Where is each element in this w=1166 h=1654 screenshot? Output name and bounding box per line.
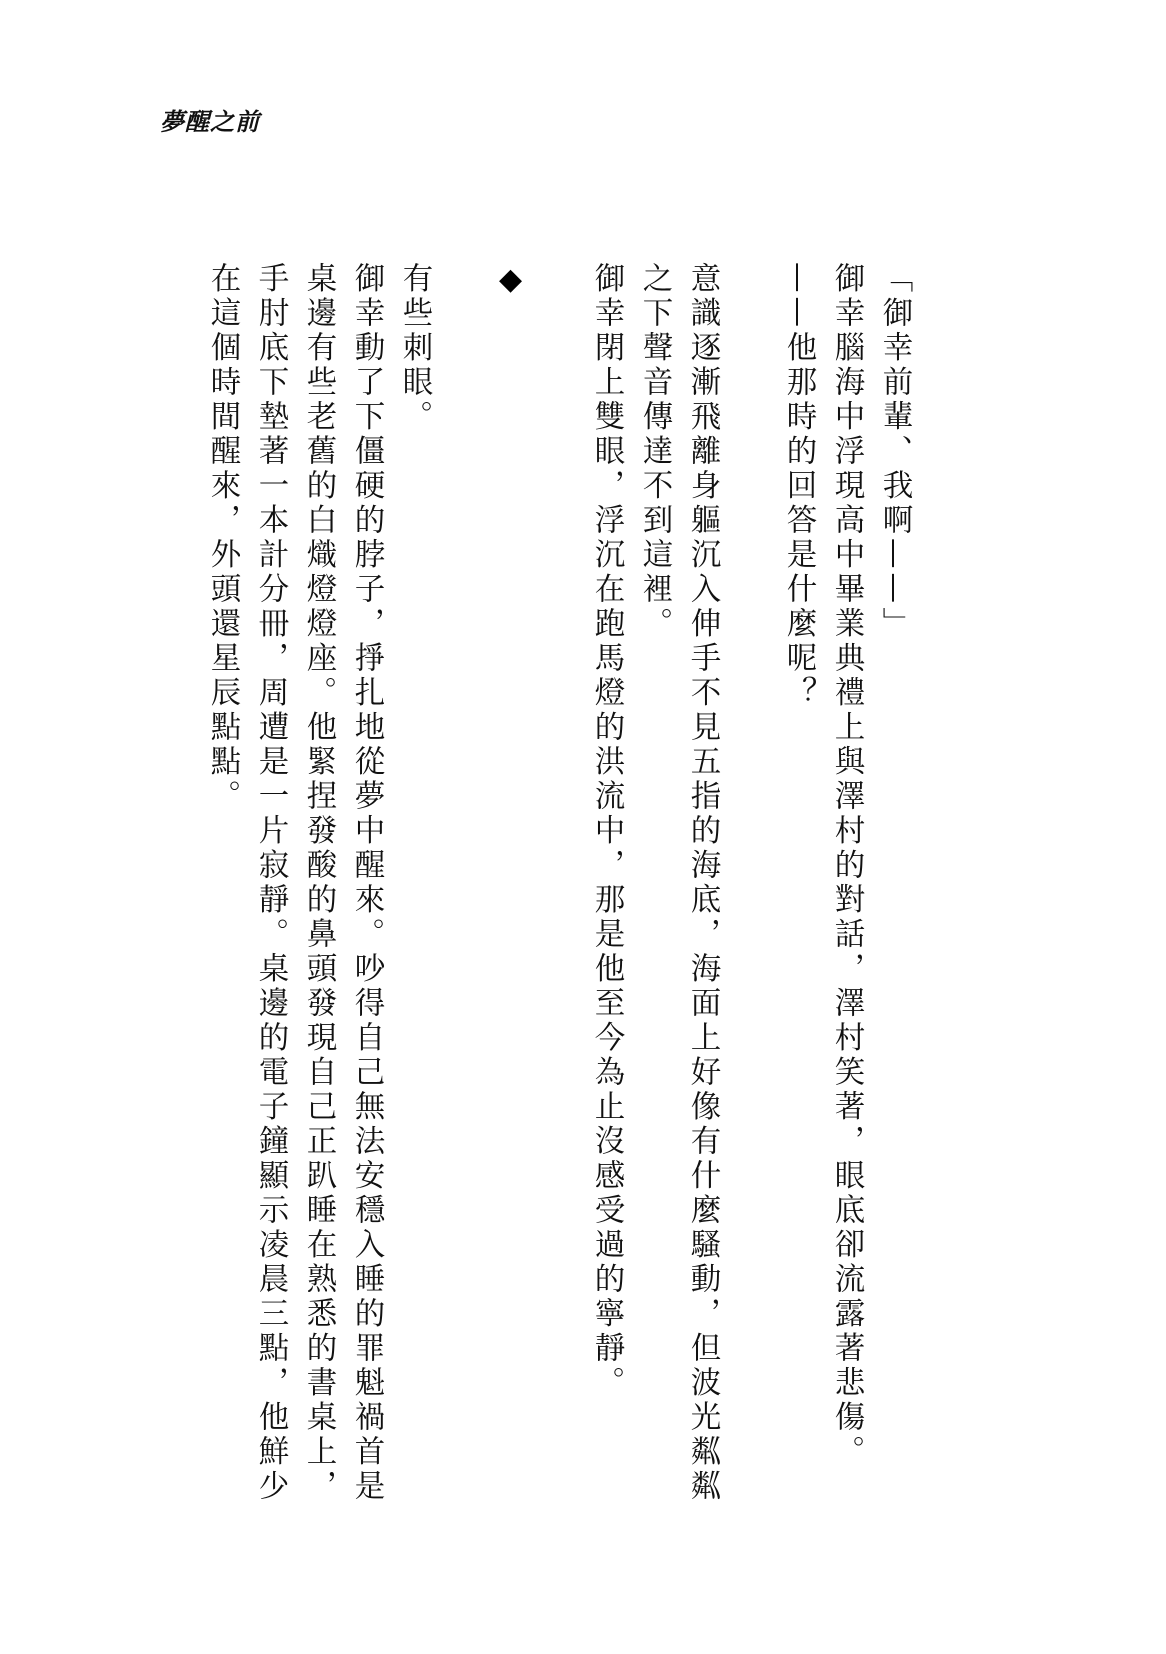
paragraph-waking: 御幸動了下僵硬的脖子，掙扎地從夢中醒來。吵得自己無法安穩入睡的罪魁禍首是桌邊有些老舊的白熾燈燈座。他緊捏發酸的鼻頭發現自己正趴睡在熟悉的書桌上，手肘底下墊著一本計分冊，周遭是一片寂靜。桌邊的電子鐘顯示凌晨三點，他鮮少在這個時間醒來，外頭還星辰點點。 <box>205 262 384 1504</box>
paragraph-consciousness: 意識逐漸飛離身軀沉入伸手不見五指的海底，海面上好像有什麼騷動，但波光粼粼之下聲音傳達不到這裡。 <box>637 262 720 1504</box>
paragraph-closing-eyes: 御幸閉上雙眼，浮沉在跑馬燈的洪流中，那是他至今為止沒感受過的寧靜。 <box>589 262 624 1401</box>
body-text <box>198 262 918 1512</box>
page-header-title: 夢醒之前 <box>160 108 260 136</box>
paragraph-memory: 御幸腦海中浮現高中畢業典禮上與澤村的對話，澤村笑著，眼底卻流露著悲傷。 <box>829 262 864 1470</box>
section-divider-diamond: ◆ <box>493 262 528 301</box>
paragraph-dialogue-quote: 「御幸前輩、我啊——」 <box>877 262 912 642</box>
paragraph-glare: 有些刺眼。 <box>397 262 432 435</box>
paragraph-question: ——他那時的回答是什麼呢？ <box>781 262 816 711</box>
